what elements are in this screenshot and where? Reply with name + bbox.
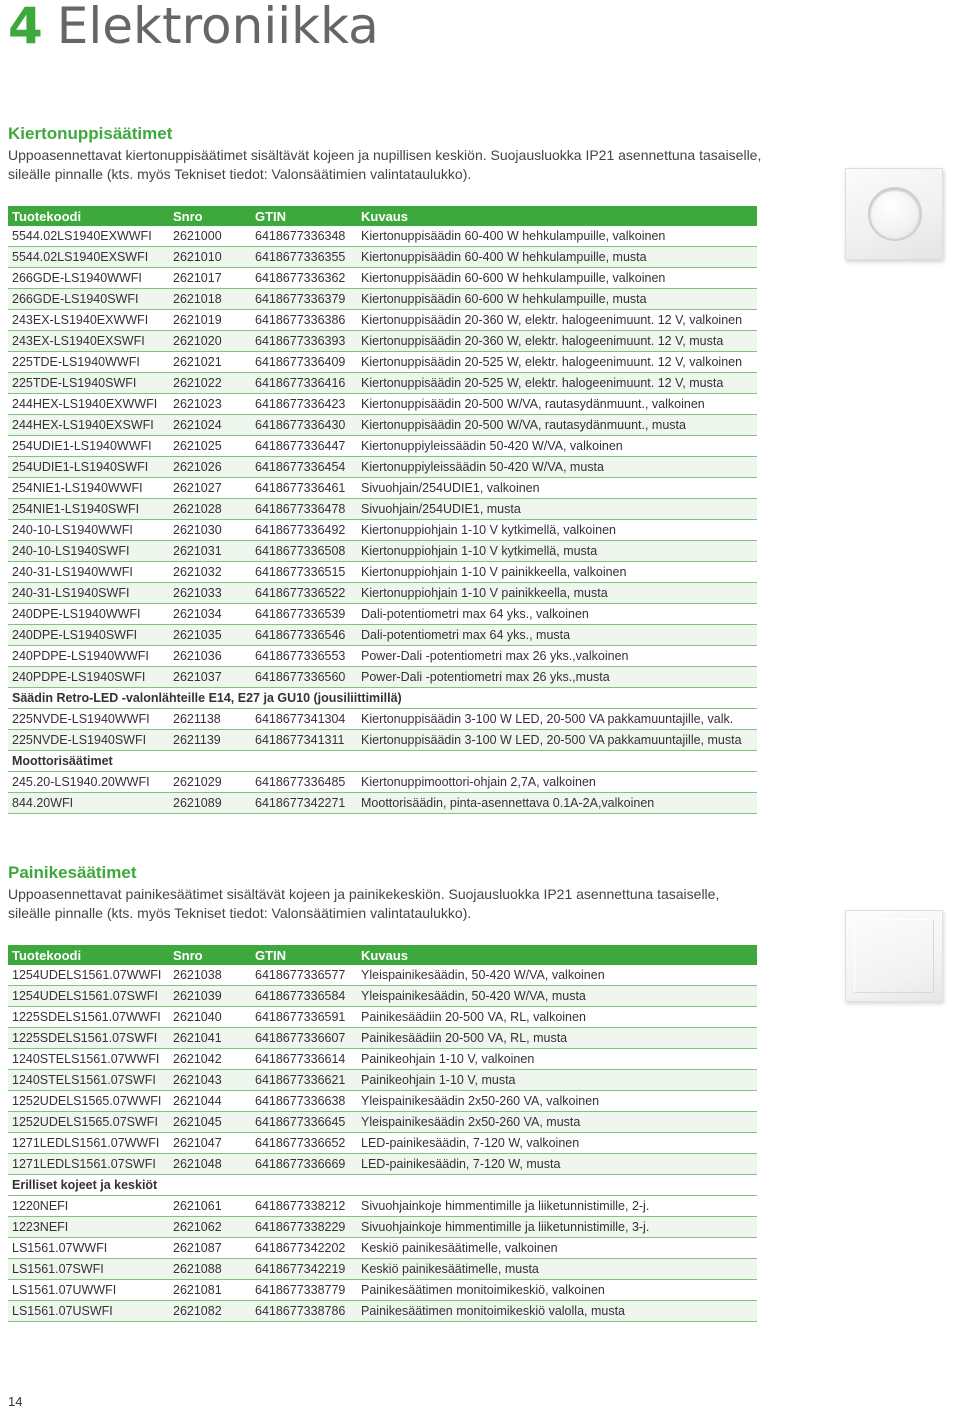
table-row bbox=[8, 1112, 757, 1133]
cell-code: 240PDPE-LS1940SWFI bbox=[8, 667, 169, 688]
cell-snro: 2621022 bbox=[169, 373, 251, 394]
table-row bbox=[8, 1238, 757, 1259]
cell-gtin: 6418677336508 bbox=[251, 541, 357, 562]
cell-desc: Yleispainikesäädin, 50-420 W/VA, valkoinen bbox=[357, 965, 757, 986]
column-header-gtin: GTIN bbox=[251, 945, 357, 965]
cell-desc: Painikeohjain 1-10 V, valkoinen bbox=[357, 1049, 757, 1070]
section-intro-kiertonuppisaatimet: Uppoasennettavat kiertonuppisäätimet sisältävät kojeen ja nupillisen keskiön. Suojausluokka IP21 asennettuna tasaiselle, sileälle pinnalle (kts. myös Tekniset tiedot: Valonsäätimien valintataulukko). bbox=[8, 147, 762, 182]
cell-desc: Kiertonuppisäädin 60-400 W hehkulampuille, valkoinen bbox=[357, 226, 757, 247]
cell-gtin: 6418677336348 bbox=[251, 226, 357, 247]
cell-desc: Kiertonuppisäädin 60-400 W hehkulampuille, musta bbox=[357, 247, 757, 268]
table-row bbox=[8, 247, 757, 268]
table-row bbox=[8, 1133, 757, 1154]
cell-gtin: 6418677336423 bbox=[251, 394, 357, 415]
table-row bbox=[8, 394, 757, 415]
dimmer-knob-icon bbox=[868, 187, 922, 241]
rotary-dimmer-photo bbox=[845, 168, 943, 260]
table-row bbox=[8, 499, 757, 520]
table-row bbox=[8, 793, 757, 814]
table-row bbox=[8, 268, 757, 289]
cell-code: 1252UDELS1565.07WWFI bbox=[8, 1091, 169, 1112]
cell-desc: Keskiö painikesäätimelle, valkoinen bbox=[357, 1238, 757, 1259]
cell-snro: 2621028 bbox=[169, 499, 251, 520]
cell-snro: 2621087 bbox=[169, 1238, 251, 1259]
column-header-desc: Kuvaus bbox=[357, 945, 757, 965]
table-subheading: Säädin Retro-LED -valonlähteille E14, E27 ja GU10 (jousiliittimillä) bbox=[8, 688, 757, 709]
cell-gtin: 6418677336416 bbox=[251, 373, 357, 394]
cell-code: 5544.02LS1940EXWWFI bbox=[8, 226, 169, 247]
table-row bbox=[8, 289, 757, 310]
cell-code: 1223NEFI bbox=[8, 1217, 169, 1238]
cell-code: 225NVDE-LS1940SWFI bbox=[8, 730, 169, 751]
cell-desc: Kiertonuppisäädin 20-360 W, elektr. halogeenimuunt. 12 V, musta bbox=[357, 331, 757, 352]
cell-gtin: 6418677336614 bbox=[251, 1049, 357, 1070]
cell-snro: 2621138 bbox=[169, 709, 251, 730]
cell-desc: Kiertonuppiyleissäädin 50-420 W/VA, valkoinen bbox=[357, 436, 757, 457]
cell-desc: Kiertonuppiohjain 1-10 V painikkeella, valkoinen bbox=[357, 562, 757, 583]
cell-snro: 2621019 bbox=[169, 310, 251, 331]
cell-gtin: 6418677336386 bbox=[251, 310, 357, 331]
cell-gtin: 6418677336461 bbox=[251, 478, 357, 499]
cell-code: 1254UDELS1561.07SWFI bbox=[8, 986, 169, 1007]
cell-snro: 2621040 bbox=[169, 1007, 251, 1028]
cell-desc: Kiertonuppisäädin 20-500 W/VA, rautasydänmuunt., valkoinen bbox=[357, 394, 757, 415]
column-header-code: Tuotekoodi bbox=[8, 206, 169, 226]
table-row bbox=[8, 986, 757, 1007]
cell-code: 225TDE-LS1940WWFI bbox=[8, 352, 169, 373]
column-header-code: Tuotekoodi bbox=[8, 945, 169, 965]
cell-code: 240DPE-LS1940SWFI bbox=[8, 625, 169, 646]
cell-code: 1225SDELS1561.07WWFI bbox=[8, 1007, 169, 1028]
table-row bbox=[8, 965, 757, 986]
cell-snro: 2621089 bbox=[169, 793, 251, 814]
cell-code: 1225SDELS1561.07SWFI bbox=[8, 1028, 169, 1049]
table-row bbox=[8, 730, 757, 751]
cell-desc: Kiertonuppiohjain 1-10 V kytkimellä, valkoinen bbox=[357, 520, 757, 541]
cell-desc: LED-painikesäädin, 7-120 W, musta bbox=[357, 1154, 757, 1175]
cell-gtin: 6418677336553 bbox=[251, 646, 357, 667]
cell-gtin: 6418677336454 bbox=[251, 457, 357, 478]
cell-gtin: 6418677342219 bbox=[251, 1259, 357, 1280]
cell-desc: Sivuohjain/254UDIE1, musta bbox=[357, 499, 757, 520]
cell-code: 1271LEDLS1561.07SWFI bbox=[8, 1154, 169, 1175]
cell-code: 245.20-LS1940.20WWFI bbox=[8, 772, 169, 793]
cell-desc: Keskiö painikesäätimelle, musta bbox=[357, 1259, 757, 1280]
cell-desc: Dali-potentiometri max 64 yks., valkoinen bbox=[357, 604, 757, 625]
table-row bbox=[8, 1280, 757, 1301]
cell-desc: Kiertonuppisäädin 20-525 W, elektr. halogeenimuunt. 12 V, musta bbox=[357, 373, 757, 394]
cell-desc: Kiertonuppisäädin 20-525 W, elektr. halogeenimuunt. 12 V, valkoinen bbox=[357, 352, 757, 373]
cell-snro: 2621017 bbox=[169, 268, 251, 289]
cell-gtin: 6418677336669 bbox=[251, 1154, 357, 1175]
column-header-snro: Snro bbox=[169, 945, 251, 965]
table-row bbox=[8, 1007, 757, 1028]
table-row bbox=[8, 457, 757, 478]
table-subheading-row bbox=[8, 751, 757, 772]
product-table-painikesaatimet bbox=[8, 945, 757, 1322]
chapter-title: Elektroniikka bbox=[56, 0, 379, 55]
cell-code: 1240STELS1561.07SWFI bbox=[8, 1070, 169, 1091]
cell-snro: 2621035 bbox=[169, 625, 251, 646]
table-row bbox=[8, 1091, 757, 1112]
cell-code: 244HEX-LS1940EXWWFI bbox=[8, 394, 169, 415]
cell-gtin: 6418677336485 bbox=[251, 772, 357, 793]
cell-gtin: 6418677336515 bbox=[251, 562, 357, 583]
cell-snro: 2621036 bbox=[169, 646, 251, 667]
cell-gtin: 6418677336492 bbox=[251, 520, 357, 541]
chapter-number: 4 bbox=[8, 0, 43, 55]
table-row bbox=[8, 625, 757, 646]
table-row bbox=[8, 1196, 757, 1217]
column-header-gtin: GTIN bbox=[251, 206, 357, 226]
cell-desc: Kiertonuppisäädin 20-360 W, elektr. halogeenimuunt. 12 V, valkoinen bbox=[357, 310, 757, 331]
product-table-kiertonuppisaatimet bbox=[8, 206, 757, 814]
cell-code: 240-31-LS1940SWFI bbox=[8, 583, 169, 604]
cell-code: 844.20WFI bbox=[8, 793, 169, 814]
cell-code: LS1561.07WWFI bbox=[8, 1238, 169, 1259]
cell-snro: 2621026 bbox=[169, 457, 251, 478]
cell-snro: 2621041 bbox=[169, 1028, 251, 1049]
cell-snro: 2621010 bbox=[169, 247, 251, 268]
table-row bbox=[8, 667, 757, 688]
cell-code: 240-10-LS1940WWFI bbox=[8, 520, 169, 541]
cell-code: 266GDE-LS1940SWFI bbox=[8, 289, 169, 310]
cell-code: 254UDIE1-LS1940SWFI bbox=[8, 457, 169, 478]
cell-code: 243EX-LS1940EXWWFI bbox=[8, 310, 169, 331]
cell-snro: 2621088 bbox=[169, 1259, 251, 1280]
cell-desc: Kiertonuppisäädin 60-600 W hehkulampuille, valkoinen bbox=[357, 268, 757, 289]
table-row bbox=[8, 226, 757, 247]
cell-snro: 2621043 bbox=[169, 1070, 251, 1091]
cell-desc: Painikesäätimen monitoimikeskiö valolla, musta bbox=[357, 1301, 757, 1322]
cell-gtin: 6418677342202 bbox=[251, 1238, 357, 1259]
cell-desc: Kiertonuppimoottori-ohjain 2,7A, valkoinen bbox=[357, 772, 757, 793]
cell-gtin: 6418677336522 bbox=[251, 583, 357, 604]
table-row bbox=[8, 520, 757, 541]
section-intro-painikesaatimet: Uppoasennettavat painikesäätimet sisältävät kojeen ja painikekeskiön. Suojausluokka IP21 asennettuna tasaiselle, sileälle pinnalle (kts. myös Tekniset tiedot: Valonsäätimien valintataulukko). bbox=[8, 886, 720, 921]
cell-code: 266GDE-LS1940WWFI bbox=[8, 268, 169, 289]
cell-desc: Painikesäädiin 20-500 VA, RL, musta bbox=[357, 1028, 757, 1049]
cell-code: 1220NEFI bbox=[8, 1196, 169, 1217]
table-row bbox=[8, 373, 757, 394]
cell-code: 225TDE-LS1940SWFI bbox=[8, 373, 169, 394]
cell-snro: 2621048 bbox=[169, 1154, 251, 1175]
cell-desc: Yleispainikesäädin 2x50-260 VA, valkoinen bbox=[357, 1091, 757, 1112]
cell-desc: Sivuohjainkoje himmentimille ja liiketunnistimille, 2-j. bbox=[357, 1196, 757, 1217]
cell-gtin: 6418677336577 bbox=[251, 965, 357, 986]
table-subheading: Moottorisäätimet bbox=[8, 751, 757, 772]
push-plate-icon bbox=[854, 919, 934, 993]
cell-snro: 2621038 bbox=[169, 965, 251, 986]
cell-desc: Kiertonuppisäädin 60-600 W hehkulampuille, musta bbox=[357, 289, 757, 310]
cell-gtin: 6418677336539 bbox=[251, 604, 357, 625]
cell-snro: 2621039 bbox=[169, 986, 251, 1007]
cell-snro: 2621045 bbox=[169, 1112, 251, 1133]
cell-snro: 2621021 bbox=[169, 352, 251, 373]
cell-snro: 2621027 bbox=[169, 478, 251, 499]
cell-snro: 2621082 bbox=[169, 1301, 251, 1322]
cell-desc: Yleispainikesäädin, 50-420 W/VA, musta bbox=[357, 986, 757, 1007]
table-row bbox=[8, 1301, 757, 1322]
cell-desc: Sivuohjain/254UDIE1, valkoinen bbox=[357, 478, 757, 499]
cell-gtin: 6418677336379 bbox=[251, 289, 357, 310]
cell-snro: 2621061 bbox=[169, 1196, 251, 1217]
cell-code: LS1561.07SWFI bbox=[8, 1259, 169, 1280]
page-number: 14 bbox=[8, 1394, 23, 1409]
table-row bbox=[8, 1049, 757, 1070]
chapter-heading bbox=[8, 0, 379, 58]
cell-desc: Painikeohjain 1-10 V, musta bbox=[357, 1070, 757, 1091]
cell-snro: 2621025 bbox=[169, 436, 251, 457]
table-row bbox=[8, 436, 757, 457]
table-subheading-row bbox=[8, 1175, 757, 1196]
cell-desc: Kiertonuppiohjain 1-10 V painikkeella, musta bbox=[357, 583, 757, 604]
cell-code: 1240STELS1561.07WWFI bbox=[8, 1049, 169, 1070]
cell-desc: Yleispainikesäädin 2x50-260 VA, musta bbox=[357, 1112, 757, 1133]
cell-desc: Painikesäätimen monitoimikeskiö, valkoinen bbox=[357, 1280, 757, 1301]
cell-snro: 2621034 bbox=[169, 604, 251, 625]
table-row bbox=[8, 709, 757, 730]
column-header-snro: Snro bbox=[169, 206, 251, 226]
cell-desc: Kiertonuppisäädin 3-100 W LED, 20-500 VA pakkamuuntajille, valk. bbox=[357, 709, 757, 730]
cell-code: 244HEX-LS1940EXSWFI bbox=[8, 415, 169, 436]
cell-code: 254UDIE1-LS1940WWFI bbox=[8, 436, 169, 457]
push-dimmer-photo bbox=[845, 910, 943, 1002]
cell-gtin: 6418677336607 bbox=[251, 1028, 357, 1049]
cell-desc: Moottorisäädin, pinta-asennettava 0.1A-2A,valkoinen bbox=[357, 793, 757, 814]
cell-desc: Dali-potentiometri max 64 yks., musta bbox=[357, 625, 757, 646]
cell-gtin: 6418677336638 bbox=[251, 1091, 357, 1112]
cell-snro: 2621031 bbox=[169, 541, 251, 562]
cell-snro: 2621030 bbox=[169, 520, 251, 541]
cell-code: 240-31-LS1940WWFI bbox=[8, 562, 169, 583]
cell-gtin: 6418677342271 bbox=[251, 793, 357, 814]
cell-desc: Kiertonuppisäädin 3-100 W LED, 20-500 VA pakkamuuntajille, musta bbox=[357, 730, 757, 751]
cell-desc: Power-Dali -potentiometri max 26 yks.,valkoinen bbox=[357, 646, 757, 667]
cell-desc: Kiertonuppiyleissäädin 50-420 W/VA, musta bbox=[357, 457, 757, 478]
cell-gtin: 6418677336584 bbox=[251, 986, 357, 1007]
table-row bbox=[8, 478, 757, 499]
cell-snro: 2621029 bbox=[169, 772, 251, 793]
table-row bbox=[8, 541, 757, 562]
cell-snro: 2621032 bbox=[169, 562, 251, 583]
cell-code: 5544.02LS1940EXSWFI bbox=[8, 247, 169, 268]
cell-snro: 2621062 bbox=[169, 1217, 251, 1238]
cell-gtin: 6418677336478 bbox=[251, 499, 357, 520]
table-row bbox=[8, 352, 757, 373]
section-title-painikesaatimet: Painikesäätimet bbox=[8, 863, 137, 882]
cell-gtin: 6418677336447 bbox=[251, 436, 357, 457]
table-row bbox=[8, 1154, 757, 1175]
cell-desc: Kiertonuppiohjain 1-10 V kytkimellä, musta bbox=[357, 541, 757, 562]
cell-desc: Painikesäädiin 20-500 VA, RL, valkoinen bbox=[357, 1007, 757, 1028]
cell-code: 240-10-LS1940SWFI bbox=[8, 541, 169, 562]
cell-code: 1252UDELS1565.07SWFI bbox=[8, 1112, 169, 1133]
cell-snro: 2621047 bbox=[169, 1133, 251, 1154]
table-row bbox=[8, 646, 757, 667]
cell-code: 240PDPE-LS1940WWFI bbox=[8, 646, 169, 667]
cell-desc: LED-painikesäädin, 7-120 W, valkoinen bbox=[357, 1133, 757, 1154]
cell-gtin: 6418677338779 bbox=[251, 1280, 357, 1301]
cell-gtin: 6418677336393 bbox=[251, 331, 357, 352]
cell-gtin: 6418677336560 bbox=[251, 667, 357, 688]
cell-snro: 2621018 bbox=[169, 289, 251, 310]
cell-snro: 2621020 bbox=[169, 331, 251, 352]
cell-code: 254NIE1-LS1940WWFI bbox=[8, 478, 169, 499]
cell-snro: 2621139 bbox=[169, 730, 251, 751]
table-row bbox=[8, 562, 757, 583]
cell-gtin: 6418677336430 bbox=[251, 415, 357, 436]
cell-desc: Sivuohjainkoje himmentimille ja liiketunnistimille, 3-j. bbox=[357, 1217, 757, 1238]
table-row bbox=[8, 331, 757, 352]
cell-snro: 2621033 bbox=[169, 583, 251, 604]
table-row bbox=[8, 1217, 757, 1238]
table-row bbox=[8, 415, 757, 436]
cell-gtin: 6418677336546 bbox=[251, 625, 357, 646]
cell-gtin: 6418677338786 bbox=[251, 1301, 357, 1322]
cell-snro: 2621024 bbox=[169, 415, 251, 436]
table-row bbox=[8, 604, 757, 625]
cell-snro: 2621042 bbox=[169, 1049, 251, 1070]
table-row bbox=[8, 1028, 757, 1049]
table-header-row bbox=[8, 945, 757, 965]
cell-gtin: 6418677336591 bbox=[251, 1007, 357, 1028]
table-row bbox=[8, 310, 757, 331]
cell-code: LS1561.07USWFI bbox=[8, 1301, 169, 1322]
cell-code: 243EX-LS1940EXSWFI bbox=[8, 331, 169, 352]
cell-gtin: 6418677336652 bbox=[251, 1133, 357, 1154]
table-header-row bbox=[8, 206, 757, 226]
cell-desc: Power-Dali -potentiometri max 26 yks.,musta bbox=[357, 667, 757, 688]
cell-snro: 2621081 bbox=[169, 1280, 251, 1301]
cell-code: 1271LEDLS1561.07WWFI bbox=[8, 1133, 169, 1154]
cell-snro: 2621023 bbox=[169, 394, 251, 415]
cell-desc: Kiertonuppisäädin 20-500 W/VA, rautasydänmuunt., musta bbox=[357, 415, 757, 436]
cell-code: 240DPE-LS1940WWFI bbox=[8, 604, 169, 625]
column-header-desc: Kuvaus bbox=[357, 206, 757, 226]
table-subheading: Erilliset kojeet ja keskiöt bbox=[8, 1175, 757, 1196]
cell-snro: 2621037 bbox=[169, 667, 251, 688]
section-title-kiertonuppisaatimet: Kiertonuppisäätimet bbox=[8, 124, 173, 143]
cell-gtin: 6418677338212 bbox=[251, 1196, 357, 1217]
cell-gtin: 6418677336362 bbox=[251, 268, 357, 289]
cell-code: 1254UDELS1561.07WWFI bbox=[8, 965, 169, 986]
cell-gtin: 6418677336409 bbox=[251, 352, 357, 373]
table-row bbox=[8, 1070, 757, 1091]
cell-gtin: 6418677341304 bbox=[251, 709, 357, 730]
table-row bbox=[8, 1259, 757, 1280]
table-row bbox=[8, 583, 757, 604]
table-row bbox=[8, 772, 757, 793]
cell-gtin: 6418677336621 bbox=[251, 1070, 357, 1091]
cell-gtin: 6418677338229 bbox=[251, 1217, 357, 1238]
table-subheading-row bbox=[8, 688, 757, 709]
cell-snro: 2621044 bbox=[169, 1091, 251, 1112]
cell-gtin: 6418677336645 bbox=[251, 1112, 357, 1133]
cell-snro: 2621000 bbox=[169, 226, 251, 247]
cell-gtin: 6418677336355 bbox=[251, 247, 357, 268]
cell-code: 225NVDE-LS1940WWFI bbox=[8, 709, 169, 730]
cell-code: 254NIE1-LS1940SWFI bbox=[8, 499, 169, 520]
cell-code: LS1561.07UWWFI bbox=[8, 1280, 169, 1301]
cell-gtin: 6418677341311 bbox=[251, 730, 357, 751]
